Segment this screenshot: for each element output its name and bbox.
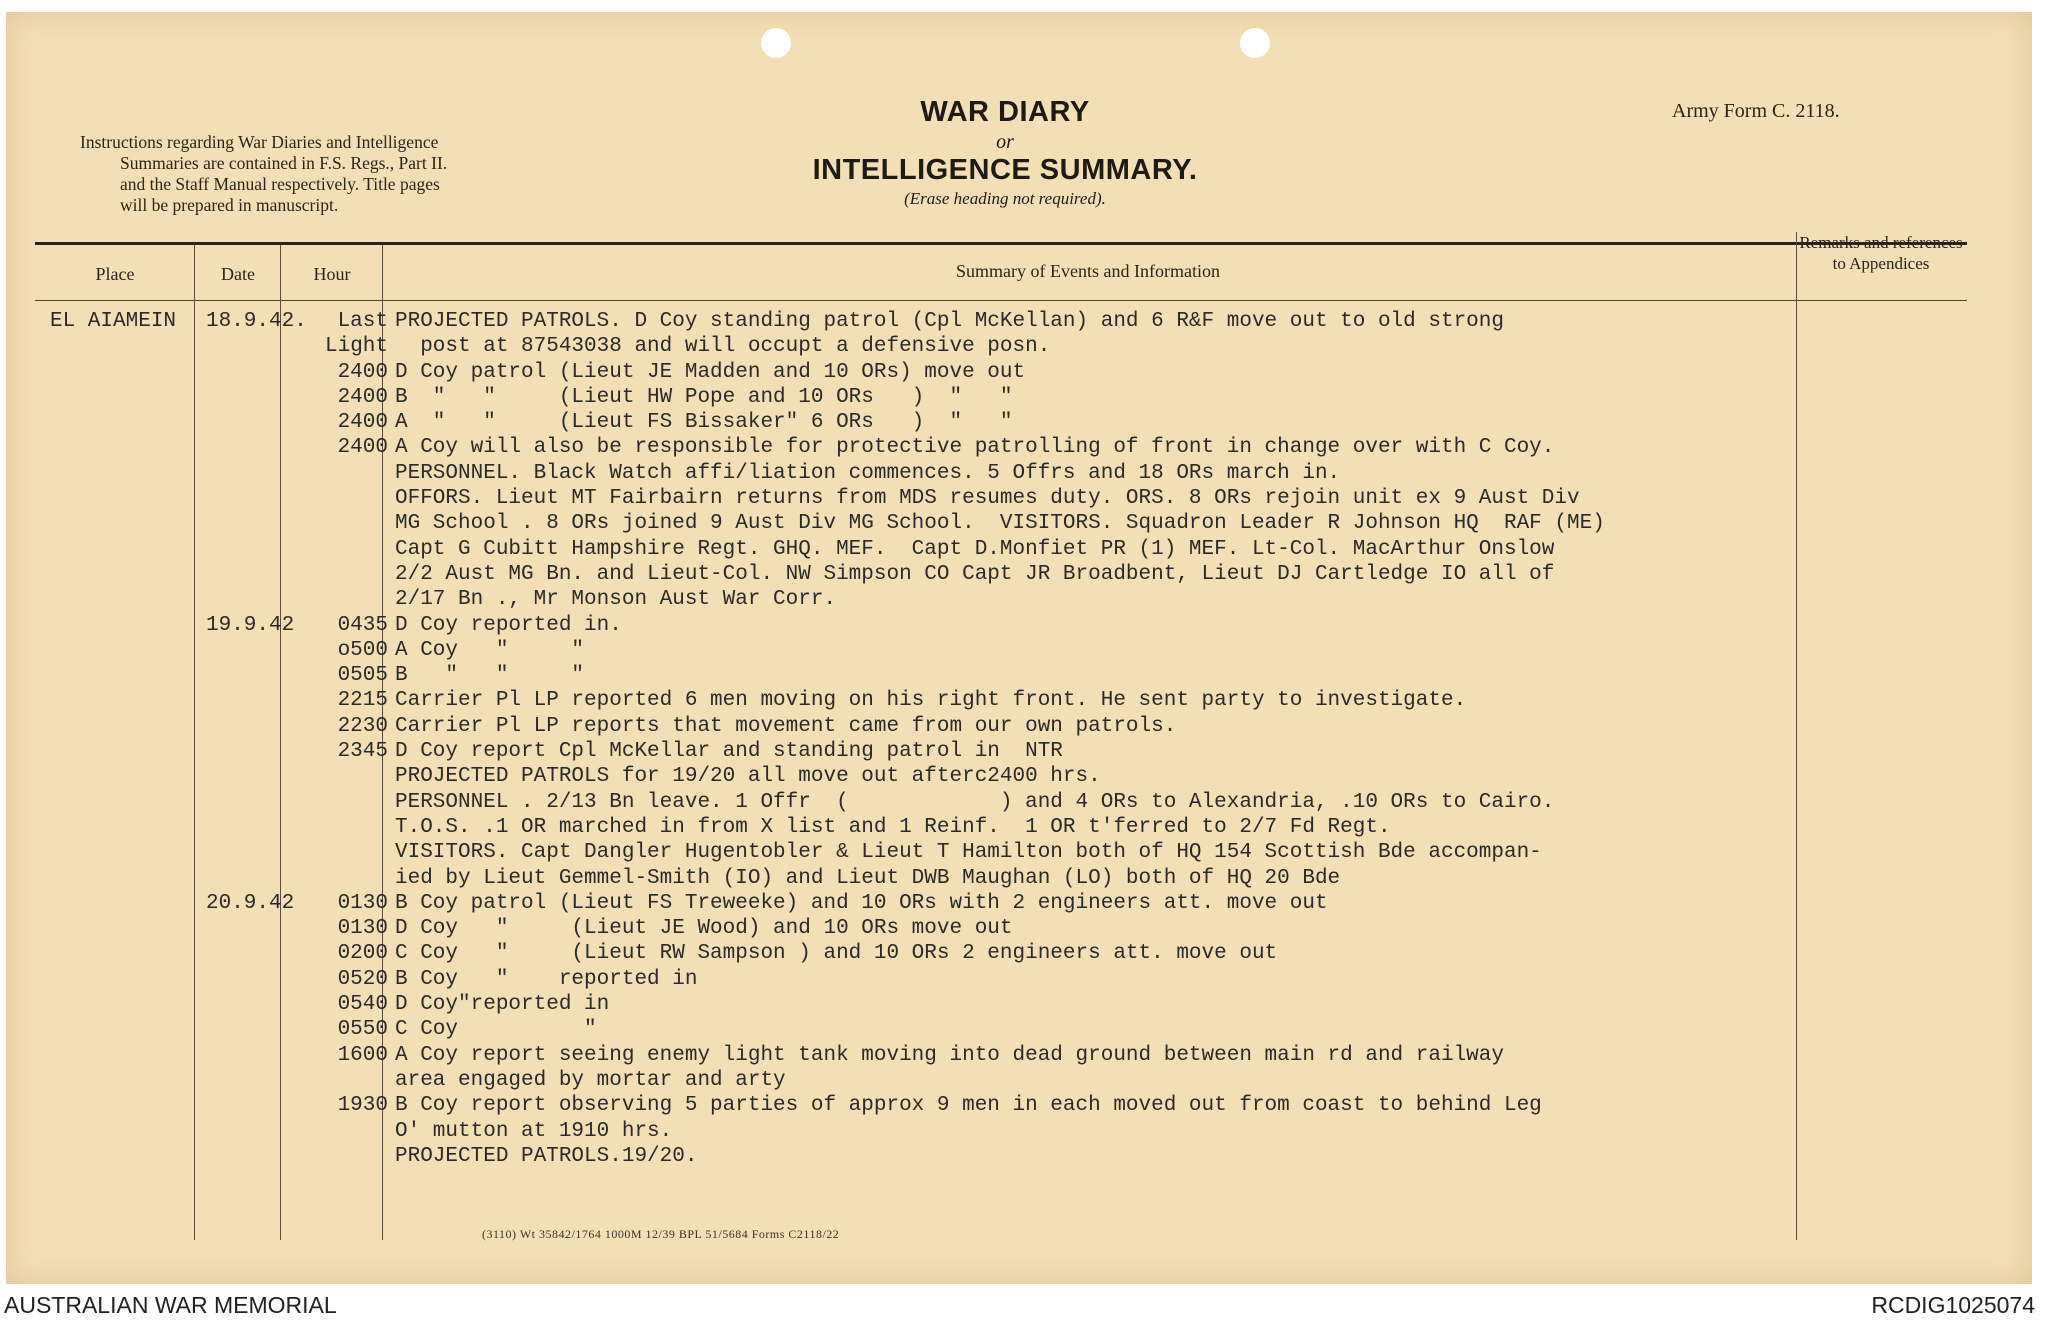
hour-cell: 0520	[337, 967, 388, 991]
instructions-line: and the Staff Manual respectively. Title pages	[120, 174, 440, 194]
column-divider	[280, 245, 281, 1240]
summary-cell: B " " "	[395, 664, 585, 688]
archive-credit: AUSTRALIAN WAR MEMORIAL	[4, 1292, 337, 1318]
hour-cell: o500	[337, 638, 388, 662]
hour-cell: 0540	[337, 993, 388, 1017]
instructions-line: will be prepared in manuscript.	[120, 195, 339, 215]
summary-cell: OFFORS. Lieut MT Fairbairn returns from MDS resumes duty. ORS. 8 ORs rejoin unit ex 9 Aust Div	[395, 487, 1580, 511]
hour-cell: Last	[337, 310, 388, 333]
summary-cell: PROJECTED PATROLS.19/20.	[395, 1144, 698, 1168]
title-or: or	[996, 131, 1014, 153]
form-title	[740, 96, 1270, 209]
summary-cell: A Coy report seeing enemy light tank moving into dead ground between main rd and railway	[395, 1043, 1504, 1067]
hour-cell: 0505	[337, 664, 388, 688]
summary-cell: MG School . 8 ORs joined 9 Aust Div MG School. VISITORS. Squadron Leader R Johnson HQ RAF (ME)	[395, 512, 1605, 536]
summary-cell: PROJECTED PATROLS. D Coy standing patrol (Cpl McKellan) and 6 R&F move out to old strong	[395, 310, 1504, 333]
hour-cell: 2400	[337, 385, 388, 409]
hour-cell: Light	[324, 335, 388, 359]
hour-cell: 2400	[337, 360, 388, 384]
summary-cell: B " " (Lieut HW Pope and 10 ORs ) " "	[395, 385, 1013, 409]
hour-cell: 0435	[337, 613, 388, 637]
summary-cell: T.O.S. .1 OR marched in from X list and 1 Reinf. 1 OR t'ferred to 2/7 Fd Regt.	[395, 815, 1391, 839]
column-header-remarks: Remarks and references to Appendices	[1799, 233, 1963, 273]
summary-cell: A Coy " "	[395, 638, 585, 662]
hour-cell: 0550	[337, 1018, 388, 1042]
punch-hole	[761, 28, 791, 58]
summary-cell: PROJECTED PATROLS for 19/20 all move out afterc2400 hrs.	[395, 765, 1101, 789]
hour-cell: 2230	[337, 714, 388, 738]
summary-cell: PERSONNEL . 2/13 Bn leave. 1 Offr ( ) and 4 ORs to Alexandria, .10 ORs to Cairo.	[395, 790, 1555, 814]
summary-cell: A Coy will also be responsible for protective patrolling of front in change over with C Coy.	[395, 436, 1555, 460]
summary-cell: area engaged by mortar and arty	[395, 1068, 786, 1092]
summary-cell: B Coy patrol (Lieut FS Treweeke) and 10 ORs with 2 engineers att. move out	[395, 891, 1328, 915]
hour-cell: 1600	[337, 1043, 388, 1067]
summary-cell: D Coy " (Lieut JE Wood) and 10 ORs move out	[395, 917, 1013, 941]
date-cell: 20.9.42	[206, 891, 295, 915]
column-header-summary: Summary of Events and Information	[956, 261, 1220, 281]
column-header-rule	[35, 300, 1967, 301]
place-cell: EL AIAMEIN	[50, 310, 177, 333]
summary-cell: D Coy reported in.	[395, 613, 622, 637]
summary-cell: Carrier Pl LP reports that movement came from our own patrols.	[395, 714, 1177, 738]
instructions-line: Summaries are contained in F.S. Regs., Part II.	[120, 153, 448, 173]
hour-cell: 2345	[337, 740, 388, 764]
summary-cell: post at 87543038 and will occupt a defensive posn.	[395, 335, 1051, 359]
army-form-number: Army Form C. 2118.	[1672, 100, 1840, 122]
column-divider	[194, 245, 195, 1240]
hour-cell: 0130	[337, 891, 388, 915]
summary-cell: D Coy"reported in	[395, 993, 610, 1017]
column-divider	[1796, 232, 1797, 1240]
title-war-diary: WAR DIARY	[920, 96, 1090, 128]
header-rule	[35, 242, 1967, 245]
column-header-date: Date	[221, 264, 255, 284]
column-header-hour: Hour	[313, 264, 351, 284]
punch-hole	[1240, 28, 1270, 58]
summary-cell: B Coy report observing 5 parties of approx 9 men in each moved out from coast to behind Leg	[395, 1094, 1542, 1118]
hour-cell: 1930	[337, 1094, 388, 1118]
summary-cell: B Coy " reported in	[395, 967, 698, 991]
summary-cell: A " " (Lieut FS Bissaker" 6 ORs ) " "	[395, 411, 1013, 435]
summary-cell: D Coy report Cpl McKellar and standing patrol in NTR	[395, 740, 1063, 764]
hour-cell: 2400	[337, 411, 388, 435]
title-note: (Erase heading not required).	[904, 189, 1106, 208]
hour-cell: 0130	[337, 917, 388, 941]
archive-id: RCDIG1025074	[1871, 1292, 2035, 1318]
summary-cell: ied by Lieut Gemmel-Smith (IO) and Lieut DWB Maughan (LO) both of HQ 20 Bde	[395, 866, 1341, 890]
summary-cell: PERSONNEL. Black Watch affi/liation commences. 5 Offrs and 18 ORs march in.	[395, 461, 1341, 485]
summary-cell: C Coy " (Lieut RW Sampson ) and 10 ORs 2 engineers att. move out	[395, 942, 1278, 966]
column-header-place: Place	[95, 264, 135, 284]
summary-cell: Carrier Pl LP reported 6 men moving on his right front. He sent party to investigate.	[395, 689, 1467, 713]
summary-cell: Capt G Cubitt Hampshire Regt. GHQ. MEF. Capt D.Monfiet PR (1) MEF. Lt-Col. MacArthur Onslow	[395, 537, 1555, 561]
summary-cell: O' mutton at 1910 hrs.	[395, 1119, 673, 1143]
summary-cell: D Coy patrol (Lieut JE Madden and 10 ORs) move out	[395, 360, 1026, 384]
hour-cell: 2400	[337, 436, 388, 460]
hour-cell: 0200	[337, 942, 388, 966]
date-cell: 18.9.42.	[206, 310, 307, 333]
summary-cell: 2/17 Bn ., Mr Monson Aust War Corr.	[395, 588, 837, 612]
summary-cell: C Coy "	[395, 1018, 597, 1042]
instructions-line: Instructions regarding War Diaries and Intelligence	[80, 132, 439, 152]
hour-cell: 2215	[337, 689, 388, 713]
date-cell: 19.9.42	[206, 613, 295, 637]
instructions-note	[80, 132, 570, 216]
printer-imprint: (3110) Wt 35842/1764 1000M 12/39 BPL 51/5684 Forms C2118/22	[482, 1227, 840, 1241]
title-intelligence-summary: INTELLIGENCE SUMMARY.	[812, 154, 1198, 186]
summary-cell: VISITORS. Capt Dangler Hugentobler & Lieut T Hamilton both of HQ 154 Scottish Bde accompan-	[395, 841, 1542, 865]
summary-cell: 2/2 Aust MG Bn. and Lieut-Col. NW Simpson CO Capt JR Broadbent, Lieut DJ Cartledge IO all of	[395, 562, 1555, 586]
